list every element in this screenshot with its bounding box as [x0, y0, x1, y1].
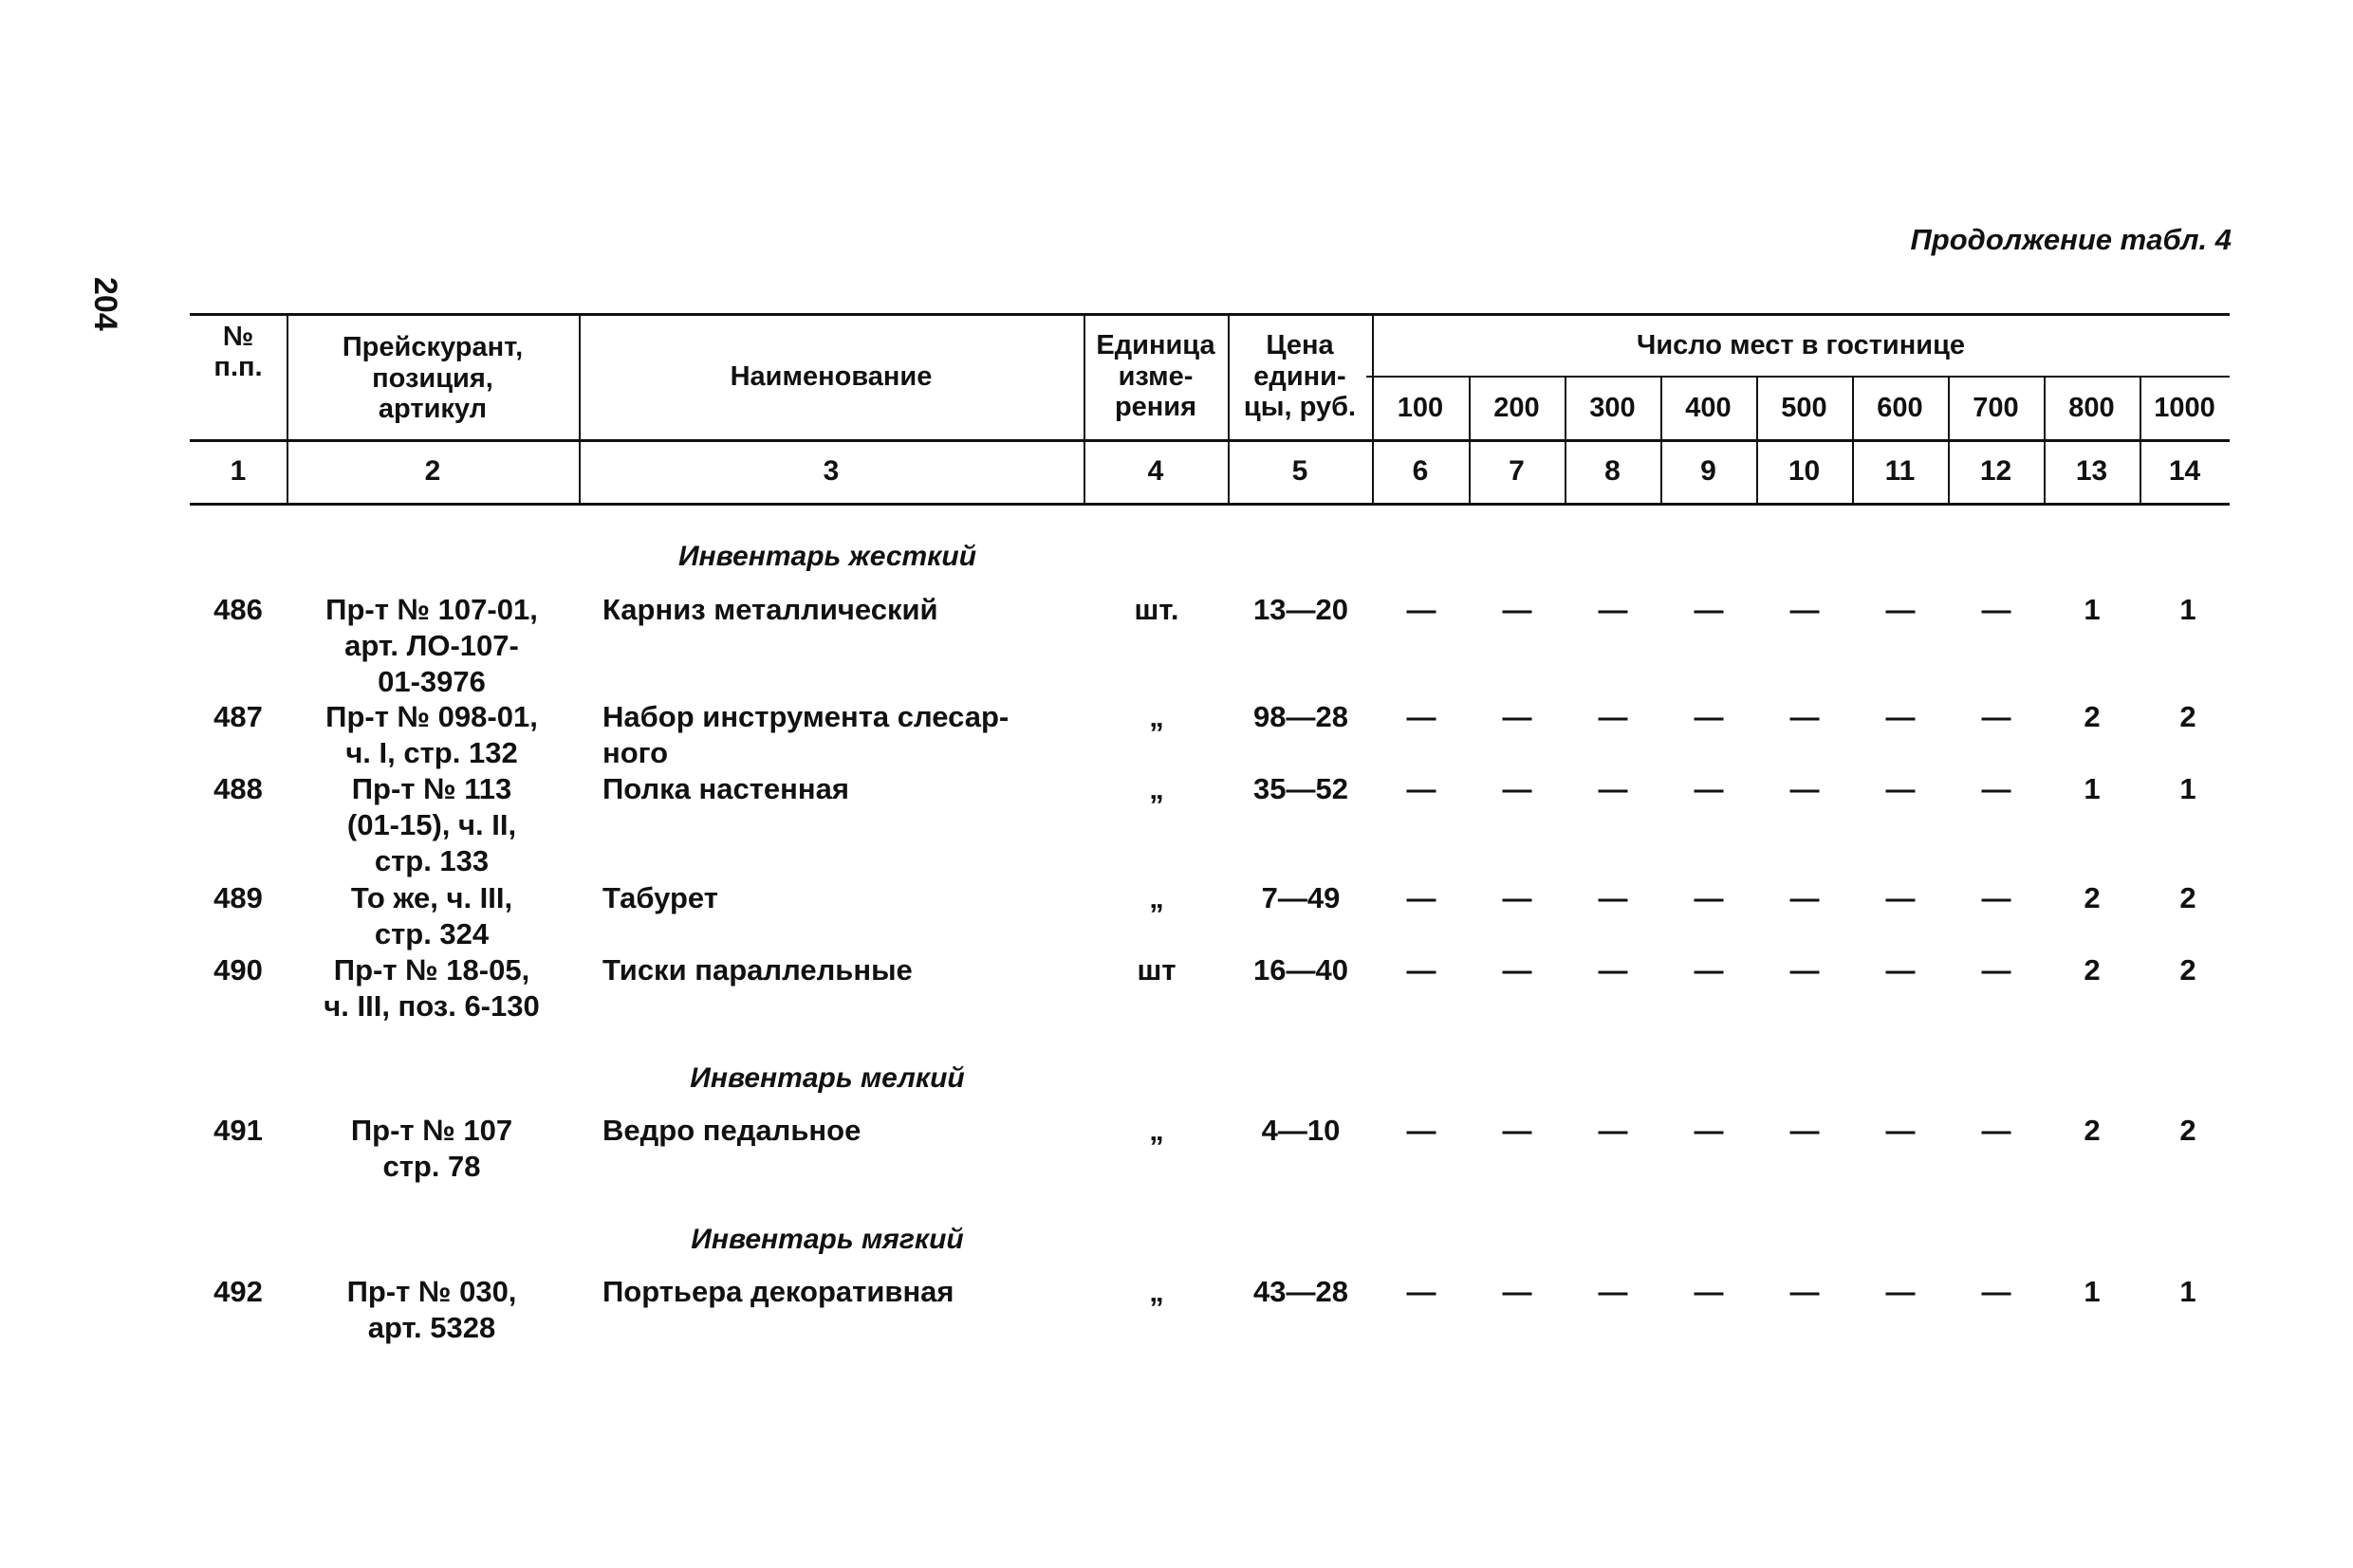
cell-qty: 2: [2084, 700, 2101, 733]
header-seats-600: 600: [1877, 392, 1923, 423]
cell-qty: —: [1406, 953, 1436, 987]
cell-name: Ведро педальное: [602, 1114, 862, 1147]
cell-name: Тиски параллельные: [602, 953, 913, 987]
column-number: 11: [1884, 455, 1916, 488]
cell-qty: 2: [2179, 700, 2196, 733]
column-number: 9: [1700, 455, 1716, 488]
cell-qty: —: [1789, 772, 1820, 805]
cell-price-list: Пр-т № 107-01, арт. ЛО-107- 01-3976: [325, 593, 538, 698]
cell-qty: 2: [2084, 953, 2101, 987]
table-top-rule: [190, 313, 2230, 316]
cell-qty: 1: [2179, 593, 2196, 626]
header-seats-group: Число мест в гостинице: [1636, 329, 1966, 360]
header-seats-200: 200: [1493, 392, 1540, 423]
cell-qty: —: [1502, 772, 1532, 805]
cell-qty: —: [1694, 881, 1724, 914]
cell-qty: 1: [2084, 772, 2101, 805]
cell-qty: 2: [2179, 1114, 2196, 1147]
cell-qty: —: [1406, 700, 1436, 733]
column-number: 10: [1788, 455, 1821, 488]
cell-qty: —: [1502, 700, 1532, 733]
cell-unit: шт.: [1134, 593, 1179, 626]
column-number: 5: [1291, 455, 1308, 488]
header-col-cost: Цена едини- цы, руб.: [1243, 330, 1357, 423]
cell-qty: —: [1598, 700, 1628, 733]
cell-qty: 2: [2179, 881, 2196, 914]
cell-qty: —: [1981, 1275, 2011, 1308]
column-numbers-bottom-rule: [190, 503, 2230, 506]
column-number: 6: [1412, 455, 1429, 488]
cell-price-list: Пр-т № 030, арт. 5328: [346, 1275, 517, 1344]
cell-cost: 16—40: [1253, 953, 1348, 987]
cell-unit: шт: [1137, 953, 1176, 987]
header-seats-300: 300: [1589, 392, 1636, 423]
cell-name: Набор инструмента слесар- ного: [602, 700, 1010, 769]
cell-no: 492: [213, 1275, 263, 1308]
cell-price-list: Пр-т № 107 стр. 78: [350, 1114, 513, 1183]
header-col-unit: Единица изме- рения: [1096, 330, 1215, 423]
cell-qty: —: [1789, 881, 1820, 914]
cell-qty: —: [1981, 700, 2011, 733]
cell-price-list: Пр-т № 113 (01-15), ч. II, стр. 133: [346, 772, 517, 877]
column-number: 14: [2168, 455, 2201, 488]
cell-qty: 1: [2084, 1275, 2101, 1308]
cell-qty: —: [1406, 1275, 1436, 1308]
cell-qty: —: [1598, 881, 1628, 914]
cell-qty: —: [1694, 1275, 1724, 1308]
cell-qty: —: [1502, 881, 1532, 914]
cell-qty: —: [1885, 953, 1916, 987]
cell-no: 486: [213, 593, 263, 626]
cell-cost: 35—52: [1253, 772, 1348, 805]
cell-qty: —: [1502, 593, 1532, 626]
header-seats-1000: 1000: [2154, 392, 2215, 423]
column-number: 4: [1147, 455, 1164, 488]
cell-price-list: Пр-т № 18-05, ч. III, поз. 6-130: [324, 953, 540, 1023]
cell-unit: „: [1149, 1275, 1164, 1308]
section-title: Инвентарь мягкий: [691, 1224, 964, 1255]
header-seats-500: 500: [1781, 392, 1827, 423]
header-col-no: № п.п.: [213, 321, 263, 382]
cell-qty: —: [1598, 593, 1628, 626]
cell-cost: 7—49: [1261, 881, 1341, 914]
cell-qty: —: [1789, 953, 1820, 987]
cell-qty: —: [1885, 1275, 1916, 1308]
table-continuation-caption: Продолжение табл. 4: [1910, 223, 2232, 256]
cell-qty: —: [1981, 1114, 2011, 1147]
cell-unit: „: [1149, 881, 1164, 914]
cell-qty: 1: [2179, 772, 2196, 805]
section-title: Инвентарь жесткий: [677, 541, 977, 572]
header-seats-700: 700: [1973, 392, 2019, 423]
cell-qty: —: [1598, 1114, 1628, 1147]
header-seats-800: 800: [2068, 392, 2115, 423]
cell-no: 487: [213, 700, 263, 733]
cell-qty: —: [1981, 953, 2011, 987]
cell-qty: 1: [2179, 1275, 2196, 1308]
column-number: 1: [230, 455, 247, 488]
cell-no: 489: [213, 881, 263, 914]
column-number: 2: [424, 455, 441, 488]
cell-name: Карниз металлический: [602, 593, 938, 626]
cell-qty: —: [1694, 953, 1724, 987]
cell-qty: 2: [2179, 953, 2196, 987]
cell-qty: 2: [2084, 881, 2101, 914]
cell-qty: —: [1502, 1275, 1532, 1308]
header-col-price-list: Прейскурант, позиция, артикул: [342, 332, 524, 425]
cell-name: Полка настенная: [602, 772, 849, 805]
cell-qty: —: [1406, 593, 1436, 626]
cell-cost: 98—28: [1253, 700, 1348, 733]
cell-qty: —: [1598, 953, 1628, 987]
cell-qty: —: [1406, 1114, 1436, 1147]
cell-no: 490: [213, 953, 263, 987]
column-number: 3: [823, 455, 840, 488]
header-col-name: Наименование: [730, 360, 933, 392]
cell-qty: —: [1885, 772, 1916, 805]
cell-qty: —: [1885, 593, 1916, 626]
cell-price-list: Пр-т № 098-01, ч. I, стр. 132: [325, 700, 538, 769]
cell-no: 491: [213, 1114, 263, 1147]
cell-unit: „: [1149, 772, 1164, 805]
header-seats-100: 100: [1397, 392, 1444, 423]
cell-qty: —: [1694, 700, 1724, 733]
cell-qty: —: [1981, 881, 2011, 914]
cell-cost: 13—20: [1253, 593, 1348, 626]
cell-qty: —: [1502, 1114, 1532, 1147]
cell-qty: —: [1406, 772, 1436, 805]
cell-qty: —: [1885, 881, 1916, 914]
cell-qty: —: [1694, 772, 1724, 805]
cell-cost: 4—10: [1261, 1114, 1341, 1147]
cell-qty: —: [1598, 772, 1628, 805]
column-number: 12: [1979, 455, 2012, 488]
section-title: Инвентарь мелкий: [690, 1062, 965, 1094]
cell-qty: —: [1885, 1114, 1916, 1147]
cell-qty: 2: [2084, 1114, 2101, 1147]
cell-qty: —: [1598, 1275, 1628, 1308]
header-seats-400: 400: [1685, 392, 1732, 423]
cell-cost: 43—28: [1253, 1275, 1348, 1308]
cell-price-list: То же, ч. III, стр. 324: [350, 881, 513, 950]
cell-qty: —: [1885, 700, 1916, 733]
cell-name: Портьера декоративная: [602, 1275, 954, 1308]
cell-qty: —: [1502, 953, 1532, 987]
cell-qty: —: [1694, 593, 1724, 626]
cell-no: 488: [213, 772, 263, 805]
cell-qty: —: [1981, 772, 2011, 805]
cell-qty: —: [1694, 1114, 1724, 1147]
cell-qty: —: [1789, 593, 1820, 626]
column-number: 13: [2075, 455, 2108, 488]
page-number: 204: [87, 277, 123, 331]
cell-qty: —: [1789, 1114, 1820, 1147]
column-number: 8: [1604, 455, 1621, 488]
cell-qty: —: [1406, 881, 1436, 914]
column-number: 7: [1509, 455, 1525, 488]
cell-qty: —: [1981, 593, 2011, 626]
cell-qty: —: [1789, 1275, 1820, 1308]
cell-qty: —: [1789, 700, 1820, 733]
cell-qty: 1: [2084, 593, 2101, 626]
cell-name: Табурет: [602, 881, 718, 914]
cell-unit: „: [1149, 1114, 1164, 1147]
cell-unit: „: [1149, 700, 1164, 733]
